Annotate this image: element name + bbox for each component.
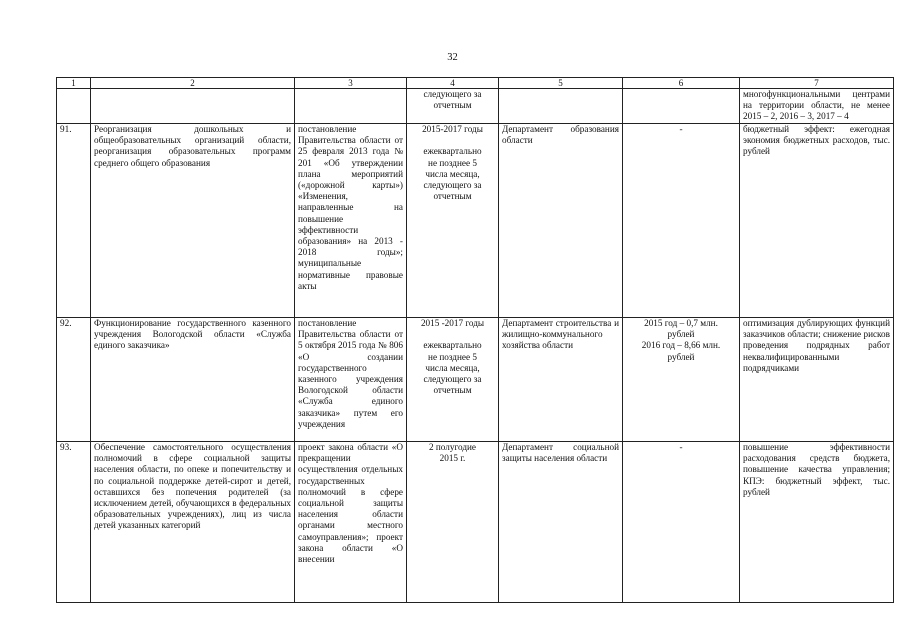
column-header: 6 — [623, 78, 740, 89]
funding-cell: - — [623, 442, 740, 603]
funding-cell: 2015 год – 0,7 млн. рублей 2016 год – 8,66 млн. рублей — [623, 318, 740, 442]
measure-cell — [91, 89, 295, 124]
table-header-row — [57, 78, 894, 89]
result-cell: повышение эффективности расходования средств бюджета, повышение качества управления; КПЭ: бюджетный эффект, тыс. рублей — [740, 442, 894, 603]
measure-cell: Функционирование государственного казенного учреждения Вологодской области «Служба единого заказчика» — [91, 318, 295, 442]
column-header: 4 — [407, 78, 499, 89]
document-cell: постановление Правительства области от 5 октября 2015 года № 806 «О создании государственного казенного учреждения Вологодской области «Служба единого заказчика» путем его учреждения — [295, 318, 407, 442]
result-cell: оптимизация дублирующих функций заказчиков области; снижение рисков проведения подрядных работ неквалифицированными подрядчиками — [740, 318, 894, 442]
executor-cell: Департамент строительства и жилищно-коммунального хозяйства области — [499, 318, 623, 442]
deadline-cell: 2015-2017 годы ежеквартально не позднее 5 числа месяца, следующего за отчетным — [407, 124, 499, 318]
document-cell — [295, 89, 407, 124]
table-row — [57, 124, 894, 318]
deadline-cell: 2 полугодие 2015 г. — [407, 442, 499, 603]
column-header: 3 — [295, 78, 407, 89]
result-cell: бюджетный эффект: ежегодная экономия бюджетных расходов, тыс. рублей — [740, 124, 894, 318]
deadline-cell: 2015 -2017 годы ежеквартально не позднее 5 числа месяца, следующего за отчетным — [407, 318, 499, 442]
page-number: 32 — [447, 52, 458, 63]
row-number: 92. — [57, 318, 91, 442]
table-row — [57, 89, 894, 124]
column-header: 2 — [91, 78, 295, 89]
executor-cell: Департамент социальной защиты населения области — [499, 442, 623, 603]
funding-cell: - — [623, 124, 740, 318]
table-row — [57, 318, 894, 442]
executor-cell: Департамент образования области — [499, 124, 623, 318]
row-number: 93. — [57, 442, 91, 603]
executor-cell — [499, 89, 623, 124]
document-cell: постановление Правительства области от 25 февраля 2013 года № 201 «Об утверждении плана мероприятий («дорожной карты») «Изменения, направленные на повышение эффективности образования» на 2013 - 2018 годы»; муниципальные нормативные правовые акты — [295, 124, 407, 318]
measure-cell: Реорганизация дошкольных и общеобразовательных организаций области, реорганизация образовательных программ среднего общего образования — [91, 124, 295, 318]
column-header: 5 — [499, 78, 623, 89]
funding-cell — [623, 89, 740, 124]
document-cell: проект закона области «О прекращении осуществления отдельных государственных полномочий в сфере социальной защиты населения области органами местного самоуправления»; проект закона области «О внесении — [295, 442, 407, 603]
row-number: 91. — [57, 124, 91, 318]
deadline-cell: следующего за отчетным — [407, 89, 499, 124]
table-row — [57, 442, 894, 603]
row-number — [57, 89, 91, 124]
result-cell: многофункциональными центрами на территории области, не менее 2015 – 2, 2016 – 3, 2017 – 4 — [740, 89, 894, 124]
column-header: 1 — [57, 78, 91, 89]
measure-cell: Обеспечение самостоятельного осуществления полномочий в сфере социальной защиты населения области, по опеке и попечительству и по социальной поддержке детей-сирот и детей, оставшихся без попечения родителей (за исключением детей, обучающихся в федеральных образовательных учреждениях), лиц из числа детей указанных категорий — [91, 442, 295, 603]
measures-table — [56, 77, 894, 603]
column-header: 7 — [740, 78, 894, 89]
